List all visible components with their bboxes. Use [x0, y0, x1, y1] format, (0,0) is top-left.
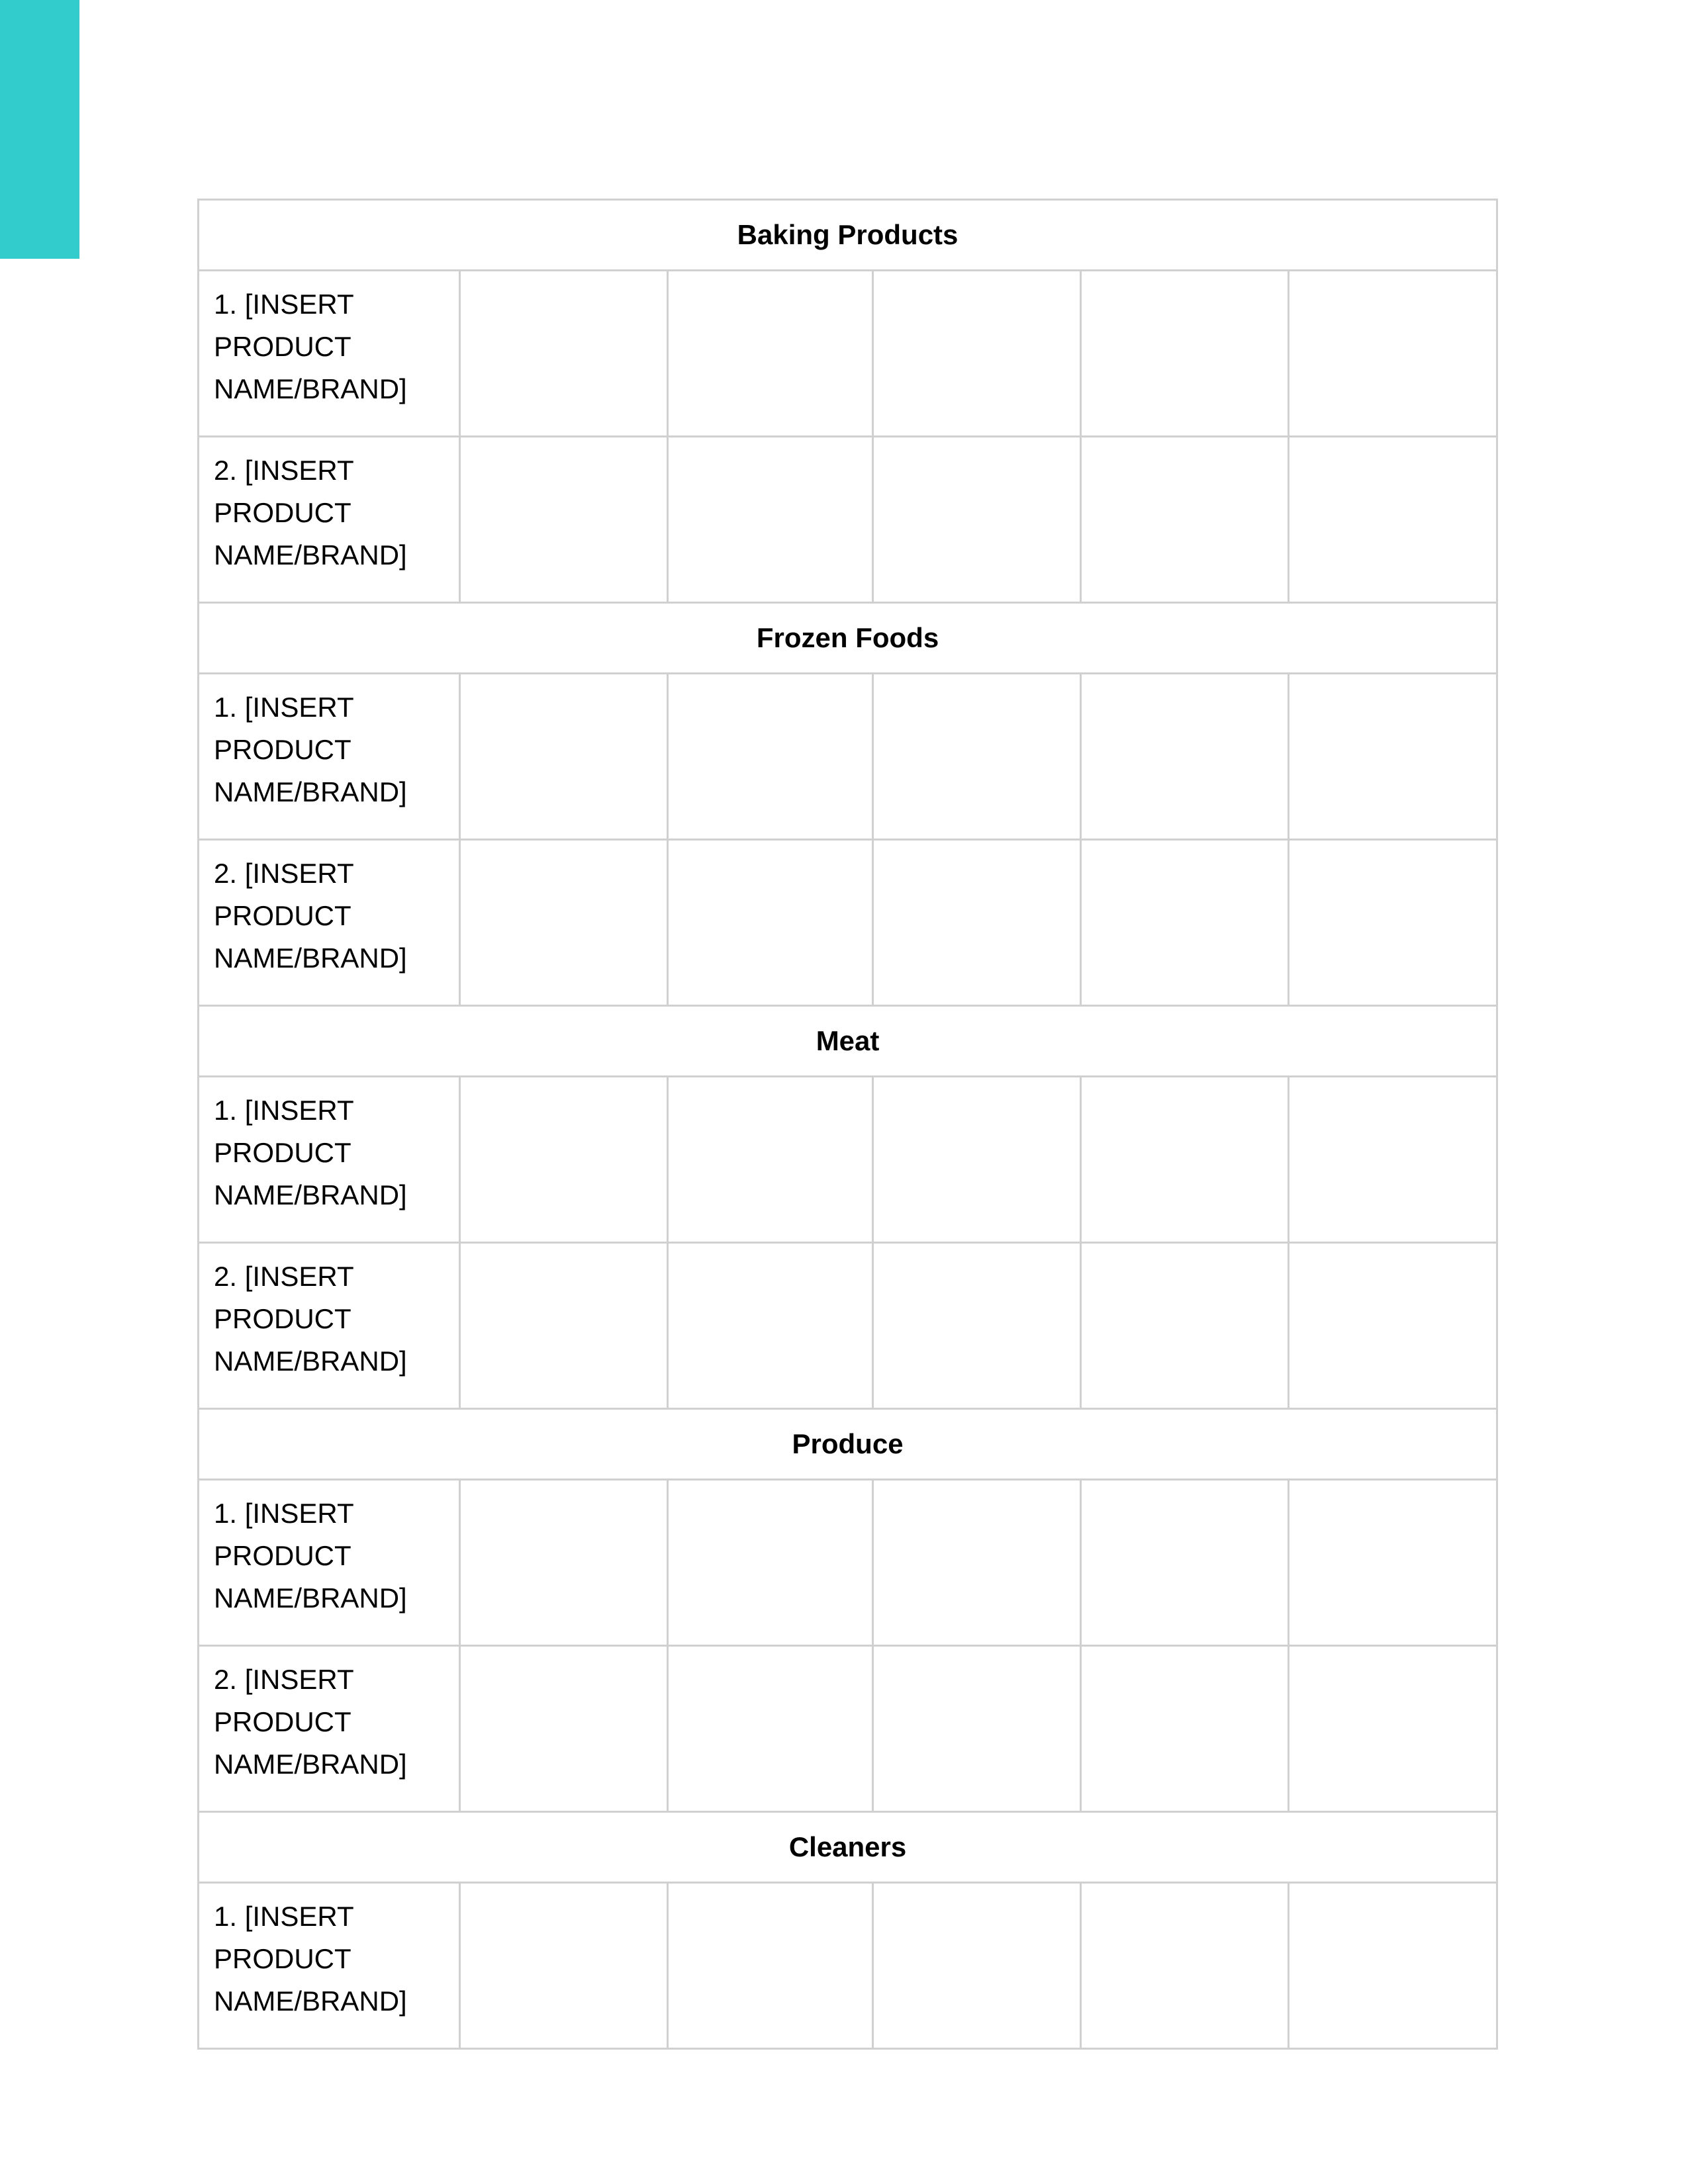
empty-entry-cell	[1081, 1883, 1289, 2049]
empty-entry-cell	[1081, 271, 1289, 437]
empty-entry-cell	[1289, 1077, 1497, 1243]
empty-entry-cell	[873, 271, 1081, 437]
table-row	[199, 1243, 1497, 1409]
empty-entry-cell	[1289, 1243, 1497, 1409]
product-name-cell: 1. [INSERT PRODUCT NAME/BRAND]	[199, 271, 460, 437]
empty-entry-cell	[460, 1243, 668, 1409]
section-header-row	[199, 603, 1497, 674]
table-row	[199, 1646, 1497, 1812]
accent-bar	[0, 0, 79, 259]
product-name-cell: 1. [INSERT PRODUCT NAME/BRAND]	[199, 674, 460, 840]
empty-entry-cell	[668, 271, 873, 437]
section-header-row	[199, 1409, 1497, 1480]
empty-entry-cell	[1289, 271, 1497, 437]
price-table-body	[199, 200, 1497, 2049]
empty-entry-cell	[873, 674, 1081, 840]
product-name-cell: 1. [INSERT PRODUCT NAME/BRAND]	[199, 1077, 460, 1243]
table-row	[199, 1077, 1497, 1243]
empty-entry-cell	[1081, 1243, 1289, 1409]
empty-entry-cell	[1289, 1883, 1497, 2049]
section-title: Frozen Foods	[199, 603, 1497, 674]
empty-entry-cell	[460, 674, 668, 840]
product-name-cell: 1. [INSERT PRODUCT NAME/BRAND]	[199, 1883, 460, 2049]
empty-entry-cell	[460, 1480, 668, 1646]
empty-entry-cell	[1289, 1646, 1497, 1812]
empty-entry-cell	[1081, 674, 1289, 840]
empty-entry-cell	[1081, 1480, 1289, 1646]
product-name-cell: 1. [INSERT PRODUCT NAME/BRAND]	[199, 1480, 460, 1646]
empty-entry-cell	[873, 1480, 1081, 1646]
section-header-row	[199, 1812, 1497, 1883]
table-row	[199, 1883, 1497, 2049]
table-row	[199, 437, 1497, 603]
table-row	[199, 840, 1497, 1006]
empty-entry-cell	[1081, 1077, 1289, 1243]
product-name-cell: 2. [INSERT PRODUCT NAME/BRAND]	[199, 437, 460, 603]
section-header-row	[199, 1006, 1497, 1077]
product-name-cell: 2. [INSERT PRODUCT NAME/BRAND]	[199, 1646, 460, 1812]
section-title: Produce	[199, 1409, 1497, 1480]
empty-entry-cell	[460, 437, 668, 603]
empty-entry-cell	[873, 840, 1081, 1006]
empty-entry-cell	[668, 674, 873, 840]
empty-entry-cell	[873, 1243, 1081, 1409]
empty-entry-cell	[460, 1646, 668, 1812]
empty-entry-cell	[668, 1883, 873, 2049]
empty-entry-cell	[873, 437, 1081, 603]
empty-entry-cell	[873, 1883, 1081, 2049]
empty-entry-cell	[873, 1646, 1081, 1812]
empty-entry-cell	[1289, 674, 1497, 840]
empty-entry-cell	[460, 1883, 668, 2049]
empty-entry-cell	[1081, 1646, 1289, 1812]
empty-entry-cell	[1289, 840, 1497, 1006]
price-comparison-table	[197, 199, 1498, 2050]
empty-entry-cell	[460, 1077, 668, 1243]
empty-entry-cell	[668, 437, 873, 603]
table-row	[199, 674, 1497, 840]
empty-entry-cell	[668, 1243, 873, 1409]
empty-entry-cell	[668, 1646, 873, 1812]
empty-entry-cell	[460, 271, 668, 437]
empty-entry-cell	[1081, 437, 1289, 603]
empty-entry-cell	[873, 1077, 1081, 1243]
empty-entry-cell	[668, 1480, 873, 1646]
table-row	[199, 1480, 1497, 1646]
empty-entry-cell	[1289, 1480, 1497, 1646]
table-row	[199, 271, 1497, 437]
section-header-row	[199, 200, 1497, 271]
section-title: Meat	[199, 1006, 1497, 1077]
empty-entry-cell	[668, 840, 873, 1006]
product-name-cell: 2. [INSERT PRODUCT NAME/BRAND]	[199, 1243, 460, 1409]
product-name-cell: 2. [INSERT PRODUCT NAME/BRAND]	[199, 840, 460, 1006]
empty-entry-cell	[668, 1077, 873, 1243]
empty-entry-cell	[460, 840, 668, 1006]
empty-entry-cell	[1081, 840, 1289, 1006]
empty-entry-cell	[1289, 437, 1497, 603]
section-title: Cleaners	[199, 1812, 1497, 1883]
section-title: Baking Products	[199, 200, 1497, 271]
